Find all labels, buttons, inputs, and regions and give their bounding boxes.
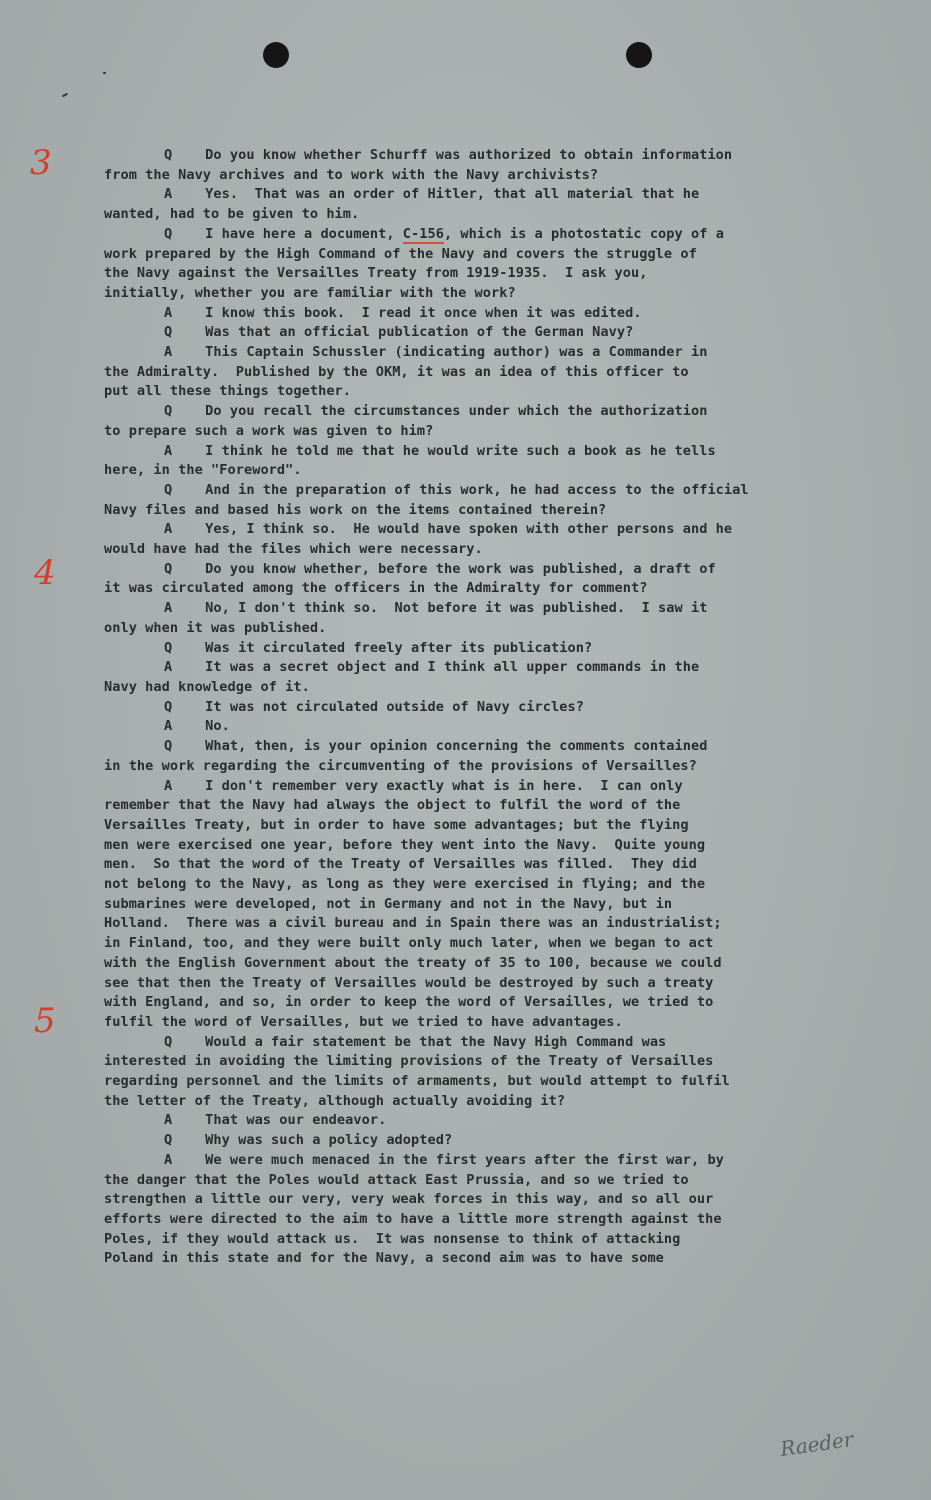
transcript-line: A That was our endeavor. bbox=[164, 1112, 387, 1129]
transcript-line: Q What, then, is your opinion concerning the comments contained bbox=[164, 738, 708, 755]
transcript-line: with the English Government about the treaty of 35 to 100, because we could bbox=[104, 954, 722, 971]
transcript-line: the Navy against the Versailles Treaty from 1919-1935. I ask you, bbox=[104, 265, 648, 282]
punch-hole-left bbox=[263, 42, 289, 68]
handwritten-signature: Raeder bbox=[778, 1427, 855, 1461]
transcript-line: work prepared by the High Command of the Navy and covers the struggle of bbox=[104, 245, 697, 262]
margin-number-4: 4 bbox=[34, 553, 56, 593]
transcript-line: the Admiralty. Published by the OKM, it was an idea of this officer to bbox=[104, 363, 689, 380]
transcript-line: A We were much menaced in the first years after the first war, by bbox=[164, 1151, 724, 1168]
transcript-line: Q Why was such a policy adopted? bbox=[164, 1132, 453, 1149]
transcript-line: put all these things together. bbox=[104, 383, 352, 400]
transcript-line: Poles, if they would attack us. It was nonsense to think of attacking bbox=[104, 1230, 681, 1247]
transcript-line: in the work regarding the circumventing of the provisions of Versailles? bbox=[104, 757, 697, 774]
transcript-line: A I don't remember very exactly what is in here. I can only bbox=[164, 777, 683, 794]
transcript-line: Versailles Treaty, but in order to have some advantages; but the flying bbox=[104, 816, 689, 833]
transcript-line: strengthen a little our very, very weak forces in this way, and so all our bbox=[104, 1191, 714, 1208]
transcript-line: A It was a secret object and I think all upper commands in the bbox=[164, 659, 700, 676]
transcript-line: Q And in the preparation of this work, he had access to the official bbox=[164, 481, 749, 498]
transcript-line: A Yes, I think so. He would have spoken with other persons and he bbox=[164, 521, 733, 538]
transcript-line: in Finland, too, and they were built only much later, when we began to act bbox=[104, 935, 714, 952]
transcript-line: it was circulated among the officers in the Admiralty for comment? bbox=[104, 580, 648, 597]
transcript-line: A I think he told me that he would write such a book as he tells bbox=[164, 442, 716, 459]
transcript-line: with England, and so, in order to keep the word of Versailles, we tried to bbox=[104, 994, 714, 1011]
transcript-line: A No. bbox=[164, 718, 230, 735]
transcript-line: wanted, had to be given to him. bbox=[104, 206, 360, 223]
transcript-line: Poland in this state and for the Navy, a second aim was to have some bbox=[104, 1250, 664, 1267]
transcript-line: here, in the "Foreword". bbox=[104, 462, 302, 479]
transcript-line: Q Do you know whether Schurff was authorized to obtain information bbox=[164, 147, 733, 163]
transcript-line: Q Do you know whether, before the work was published, a draft of bbox=[164, 560, 716, 577]
transcript-line: initially, whether you are familiar with the work? bbox=[104, 284, 516, 301]
transcript-line: not belong to the Navy, as long as they were exercised in flying; and the bbox=[104, 876, 706, 893]
paper-speck bbox=[62, 93, 68, 98]
underlined-exhibit-number: C-156 bbox=[402, 225, 444, 242]
transcript-line: remember that the Navy had always the object to fulfil the word of the bbox=[104, 797, 681, 814]
transcript-line: A This Captain Schussler (indicating author) was a Commander in bbox=[164, 344, 708, 361]
transcript-line: interested in avoiding the limiting provisions of the Treaty of Versailles bbox=[104, 1053, 714, 1070]
transcript-line: Q It was not circulated outside of Navy circles? bbox=[164, 698, 584, 715]
transcript-line: fulfil the word of Versailles, but we tried to have advantages. bbox=[104, 1013, 623, 1030]
line-text: Q I have here a document, bbox=[164, 225, 403, 242]
transcript-line: Holland. There was a civil bureau and in Spain there was an industrialist; bbox=[104, 915, 722, 932]
transcript-line: Q Would a fair statement be that the Navy High Command was bbox=[164, 1033, 667, 1050]
transcript-line bbox=[104, 225, 849, 245]
transcript-line: Q Do you recall the circumstances under which the authorization bbox=[164, 403, 708, 420]
transcript-body bbox=[104, 146, 849, 1269]
transcript-line: would have had the files which were necessary. bbox=[104, 541, 483, 558]
transcript-line: submarines were developed, not in Germany and not in the Navy, but in bbox=[104, 895, 673, 912]
transcript-line: A No, I don't think so. Not before it was published. I saw it bbox=[164, 600, 708, 617]
transcript-line: regarding personnel and the limits of armaments, but would attempt to fulfil bbox=[104, 1073, 730, 1090]
transcript-line: only when it was published. bbox=[104, 619, 327, 636]
punch-hole-right bbox=[626, 42, 652, 68]
transcript-line: A Yes. That was an order of Hitler, that all material that he bbox=[164, 186, 700, 203]
line-text: , which is a photostatic copy of a bbox=[443, 225, 724, 242]
transcript-line: A I know this book. I read it once when it was edited. bbox=[164, 304, 642, 321]
paper-speck bbox=[103, 72, 106, 74]
transcript-line: efforts were directed to the aim to have a little more strength against the bbox=[104, 1210, 722, 1227]
transcript-line: Q Was it circulated freely after its publication? bbox=[164, 639, 593, 656]
margin-number-5: 5 bbox=[34, 1001, 56, 1041]
transcript-line: Q Was that an official publication of the German Navy? bbox=[164, 324, 634, 341]
transcript-line: men. So that the word of the Treaty of Versailles was filled. They did bbox=[104, 856, 697, 873]
transcript-line: Navy files and based his work on the items contained therein? bbox=[104, 501, 607, 518]
margin-number-3: 3 bbox=[30, 143, 52, 183]
transcript-line: the danger that the Poles would attack East Prussia, and so we tried to bbox=[104, 1171, 689, 1188]
transcript-line: men were exercised one year, before they went into the Navy. Quite young bbox=[104, 836, 706, 853]
transcript-line: Navy had knowledge of it. bbox=[104, 678, 310, 695]
transcript-line: to prepare such a work was given to him? bbox=[104, 422, 434, 439]
transcript-line: from the Navy archives and to work with the Navy archivists? bbox=[104, 166, 599, 183]
transcript-line: see that then the Treaty of Versailles would be destroyed by such a treaty bbox=[104, 974, 714, 991]
transcript-line: the letter of the Treaty, although actually avoiding it? bbox=[104, 1092, 566, 1109]
